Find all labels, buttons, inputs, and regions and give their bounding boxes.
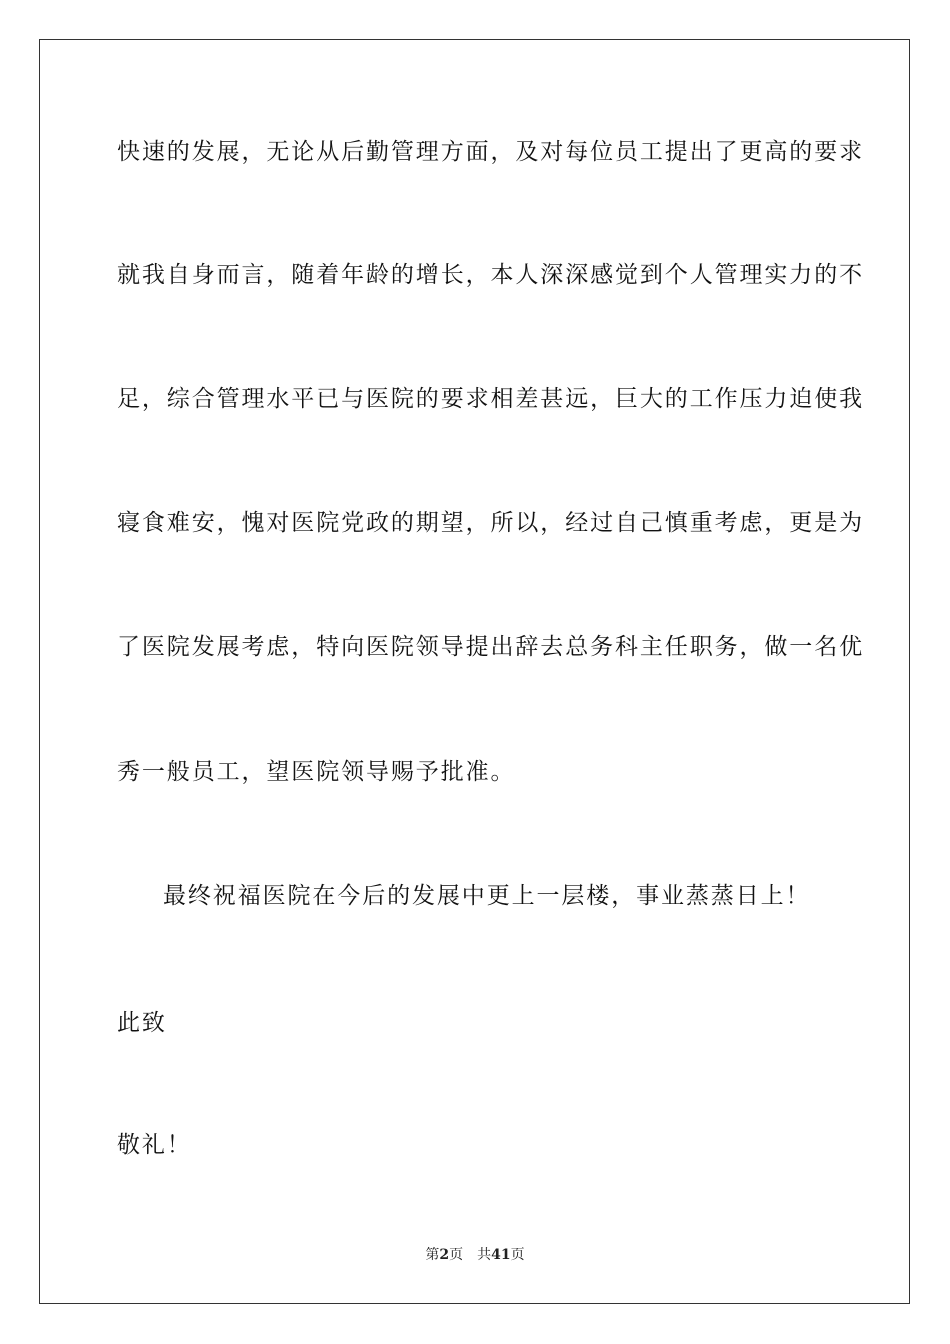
body-line-3: 足，综合管理水平已与医院的要求相差甚远，巨大的工作压力迫使我	[117, 386, 864, 412]
page-frame	[39, 39, 910, 1304]
page-number: 2	[439, 1247, 450, 1263]
body-line-1: 快速的发展，无论从后勤管理方面，及对每位员工提出了更高的要求	[117, 139, 864, 165]
body-line-2: 就我自身而言，随着年龄的增长，本人深深感觉到个人管理实力的不	[117, 262, 864, 288]
body-line-4: 寝食难安，愧对医院党政的期望，所以，经过自己慎重考虑，更是为	[117, 510, 864, 536]
body-line-6: 秀一般员工，望医院领导赐予批准。	[117, 759, 516, 785]
total-suffix: 页	[510, 1247, 525, 1263]
body-line-5: 了医院发展考虑，特向医院领导提出辞去总务科主任职务，做一名优	[117, 634, 864, 660]
closing-wish: 最终祝福医院在今后的发展中更上一层楼，事业蒸蒸日上！	[163, 883, 811, 909]
page-footer	[0, 1246, 950, 1264]
total-prefix: 共	[477, 1247, 492, 1263]
salutation-cizhi: 此致	[117, 1010, 167, 1036]
page-prefix: 第	[425, 1247, 440, 1263]
total-pages: 41	[491, 1247, 511, 1263]
salutation-jingli: 敬礼！	[117, 1132, 192, 1158]
page-suffix: 页	[449, 1247, 464, 1263]
